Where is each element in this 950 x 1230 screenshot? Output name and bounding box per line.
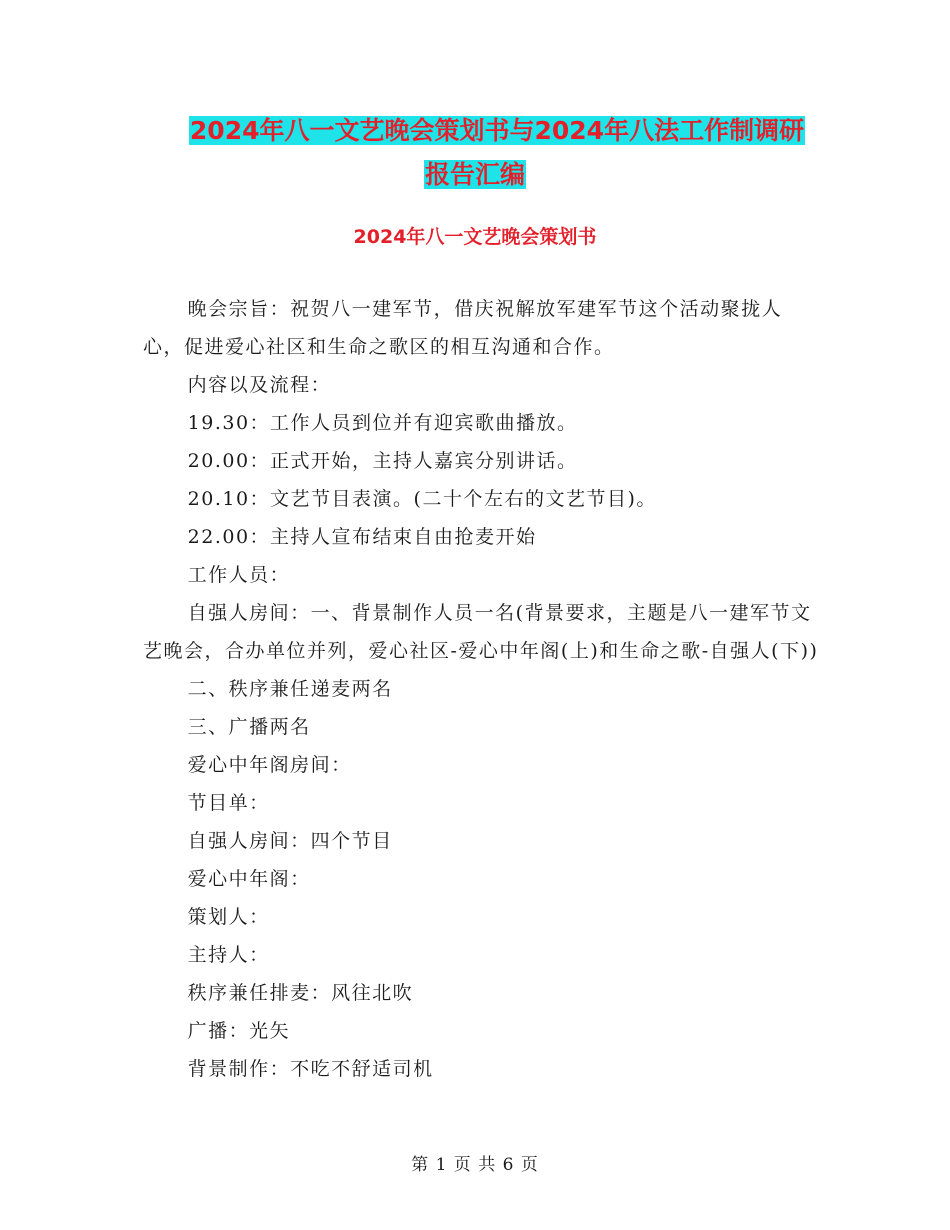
document-title-text-1: 2024年八一文艺晚会策划书与2024年八法工作制调研 <box>189 116 805 145</box>
paragraph-schedule-2200: 22.00：主持人宣布结束自由抢麦开始 <box>187 526 537 548</box>
paragraph-program-heading: 节目单： <box>187 792 270 814</box>
paragraph-program-room-2: 爱心中年阁： <box>187 868 311 890</box>
paragraph-staff-room-1: 自强人房间：一、背景制作人员一名(背景要求，主题是八一建军节文艺晚会，合办单位并列，爱心社区-爱心中年阁(上)和生命之歌-自强人(下)) <box>143 602 819 662</box>
document-title-line-1 <box>22 108 950 154</box>
paragraph-purpose: 晚会宗旨：祝贺八一建军节，借庆祝解放军建军节这个活动聚拢人心，促进爱心社区和生命之歌区的相互沟通和合作。 <box>143 298 783 358</box>
paragraph-staff-broadcast: 三、广播两名 <box>187 716 311 738</box>
section-title: 2024年八一文艺晚会策划书 <box>353 226 597 248</box>
paragraph-program-room-1: 自强人房间：四个节目 <box>187 830 393 852</box>
paragraph-schedule-2000: 20.00：正式开始，主持人嘉宾分别讲话。 <box>187 450 578 472</box>
paragraph-order-mic: 秩序兼任排麦：风往北吹 <box>187 982 414 1004</box>
paragraph-schedule-1930: 19.30：工作人员到位并有迎宾歌曲播放。 <box>187 412 578 434</box>
paragraph-planner: 策划人： <box>187 906 270 928</box>
page-footer: 第 1 页 共 6 页 <box>411 1155 539 1175</box>
paragraph-broadcast: 广播：光矢 <box>187 1020 291 1042</box>
document-body <box>143 290 823 1088</box>
paragraph-background: 背景制作：不吃不舒适司机 <box>187 1058 434 1080</box>
document-title-text-2: 报告汇编 <box>424 160 525 189</box>
paragraph-staff-order: 二、秩序兼任递麦两名 <box>187 678 393 700</box>
paragraph-host: 主持人： <box>187 944 270 966</box>
paragraph-content-heading: 内容以及流程： <box>187 374 332 396</box>
paragraph-staff-room-2: 爱心中年阁房间： <box>187 754 352 776</box>
paragraph-staff-heading: 工作人员： <box>187 564 291 586</box>
paragraph-schedule-2010: 20.10：文艺节目表演。(二十个左右的文艺节目)。 <box>187 488 657 510</box>
document-title-line-2 <box>0 152 950 198</box>
